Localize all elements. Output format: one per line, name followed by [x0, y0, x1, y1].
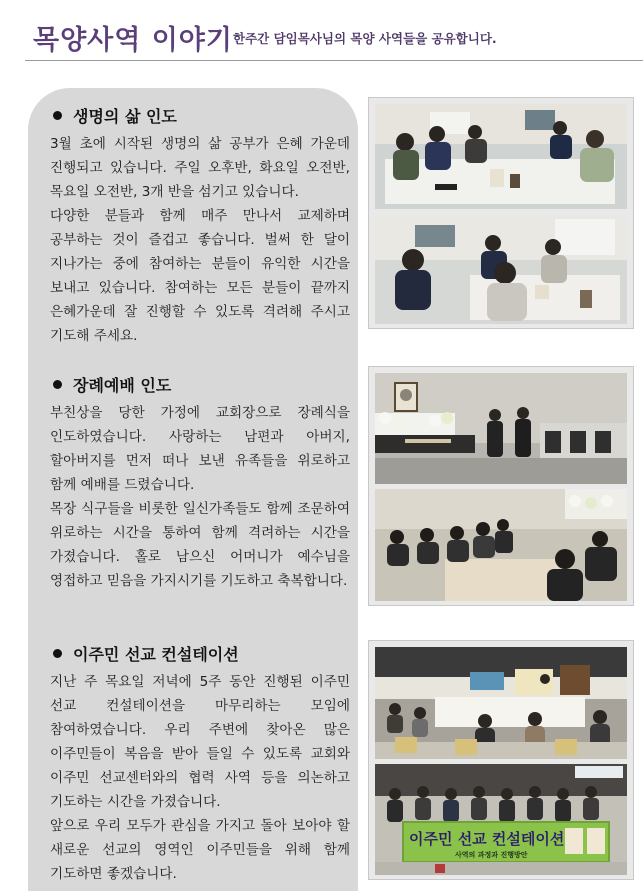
bullet-icon — [53, 380, 62, 389]
bullet-icon — [53, 649, 62, 658]
section-paragraph: 지난 주 목요일 저녁에 5주 동안 진행된 이주민 선교 컨설테이션을 마무리하는 모임에 참여하였습니다. 우리 주변에 찾아온 많은 이주민들이 복음을 받아 들일 수 있도록 교회와 이주민 선교센터와의 협력 사역 등을 의논하고 기도하는 시간을 가졌습니다. — [50, 674, 350, 810]
banner-subtitle: 사역의 과정과 진행방안 — [455, 851, 528, 859]
photo-mission-meeting — [375, 647, 627, 759]
photo-group-funeral — [368, 366, 634, 606]
photo-study-group-1 — [375, 104, 627, 209]
photo-mission-group — [375, 764, 627, 875]
section-paragraph: 부친상을 당한 가정에 교회장으로 장례식을 인도하였습니다. 사랑하는 남편과 아버지, 할아버지를 먼저 떠나 보낸 유족들을 위로하고 함께 예배를 드렸습니다. — [50, 405, 350, 493]
page-header — [0, 0, 643, 62]
section-life-study — [50, 104, 350, 348]
section-title: 생명의 삶 인도 — [73, 107, 177, 126]
section-heading — [50, 373, 350, 396]
bullet-icon — [53, 111, 62, 120]
header-divider — [25, 60, 643, 61]
page-subtitle: 한주간 담임목사님의 목양 사역들을 공유합니다. — [233, 31, 497, 46]
section-heading — [50, 642, 350, 665]
photo-group-life-study — [368, 97, 634, 329]
section-paragraph: 앞으로 우리 모두가 관심을 가지고 돌아 보아야 할 새로운 선교의 영역인 이주민들을 위해 함께 기도하면 좋겠습니다. — [50, 818, 350, 882]
photo-group-migrant-mission — [368, 640, 634, 880]
photo-funeral-gathering — [375, 489, 627, 601]
section-paragraph: 다양한 분들과 함께 매주 만나서 교제하며 공부하는 것이 즐겁고 좋습니다. 벌써 한 달이 지나가는 중에 참여하는 분들이 유익한 시간을 보내고 있습니다. 참여하는 모든 분들이 끝까지 은혜가운데 잘 진행할 수 있도록 격려해 주시고 기도해 주세요. — [50, 208, 350, 344]
section-funeral — [50, 373, 350, 593]
section-heading — [50, 104, 350, 127]
section-title: 장례예배 인도 — [73, 376, 172, 395]
page-title: 목양사역 이야기 — [33, 25, 233, 56]
section-migrant-mission — [50, 642, 350, 886]
section-paragraph: 3월 초에 시작된 생명의 삶 공부가 은혜 가운데 진행되고 있습니다. 주일 오후반, 화요일 오전반, 목요일 오전반, 3개 반을 섬기고 있습니다. — [50, 136, 350, 200]
photo-funeral-altar — [375, 373, 627, 484]
section-title: 이주민 선교 컨설테이션 — [73, 645, 239, 664]
photo-study-group-2 — [375, 215, 627, 324]
section-paragraph: 목장 식구들을 비롯한 일신가족들도 함께 조문하여 위로하는 시간을 통하여 함께 격려하는 시간을 가졌습니다. 홀로 남으신 어머니가 예수님을 영접하고 믿음을 가지시기를 기도하고 축복합니다. — [50, 501, 350, 589]
banner-title: 이주민 선교 컨설테이션 — [409, 830, 565, 848]
